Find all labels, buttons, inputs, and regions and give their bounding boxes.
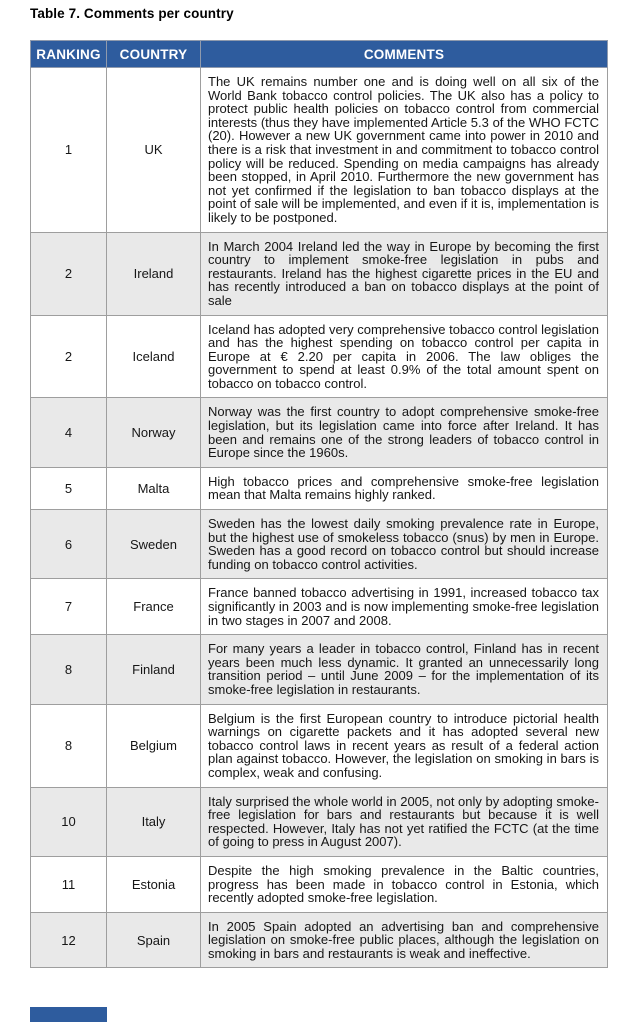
comment-cell: Iceland has adopted very comprehensive tobacco control legislation and has the highest spending on tobacco control per capita in Europe at € 2.20 per capita in 2006. The law obliges the government to spend at least 0.9% of the total amount spent on tobacco on tobacco control. bbox=[201, 315, 608, 398]
country-cell: Estonia bbox=[107, 856, 201, 912]
comment-cell: Despite the high smoking prevalence in the Baltic countries, progress has been made in tobacco control in Estonia, which recently adopted smoke-free legislation. bbox=[201, 856, 608, 912]
comments-per-country-table bbox=[30, 40, 608, 968]
ranking-cell: 6 bbox=[31, 510, 107, 579]
country-cell: Malta bbox=[107, 467, 201, 509]
ranking-cell: 11 bbox=[31, 856, 107, 912]
table-row bbox=[31, 232, 608, 315]
ranking-cell: 10 bbox=[31, 787, 107, 856]
table-row bbox=[31, 635, 608, 704]
column-header-country: COUNTRY bbox=[107, 41, 201, 68]
ranking-cell: 2 bbox=[31, 315, 107, 398]
country-cell: UK bbox=[107, 68, 201, 233]
table-row bbox=[31, 510, 608, 579]
table-row bbox=[31, 787, 608, 856]
table-body bbox=[31, 68, 608, 968]
country-cell: Sweden bbox=[107, 510, 201, 579]
ranking-cell: 5 bbox=[31, 467, 107, 509]
comment-cell: Belgium is the first European country to introduce pictorial health warnings on cigarette packets and it has adopted several new tobacco control laws in recent years as result of a federal action plan against tobacco. However, the legislation on smoking in bars is complex, weak and confusing. bbox=[201, 704, 608, 787]
ranking-cell: 8 bbox=[31, 704, 107, 787]
table-row bbox=[31, 68, 608, 233]
next-table-header-fragment bbox=[30, 1007, 107, 1022]
table-row bbox=[31, 856, 608, 912]
table-row bbox=[31, 315, 608, 398]
table-row bbox=[31, 704, 608, 787]
comment-cell: Norway was the first country to adopt comprehensive smoke-free legislation, but its legislation came into force after Ireland. It has been and remains one of the strong leaders of tobacco control in Europe since the 1960s. bbox=[201, 398, 608, 467]
comment-cell: High tobacco prices and comprehensive smoke-free legislation mean that Malta remains highly ranked. bbox=[201, 467, 608, 509]
comment-cell: For many years a leader in tobacco control, Finland has in recent years been much less dynamic. It granted an unnecessarily long transition period – until June 2009 – for the implementation of its smoke-free legislation in restaurants. bbox=[201, 635, 608, 704]
country-cell: Iceland bbox=[107, 315, 201, 398]
ranking-cell: 12 bbox=[31, 912, 107, 968]
comment-cell: In 2005 Spain adopted an advertising ban and comprehensive legislation on smoke-free public places, although the legislation on smoking in bars and restaurants is weak and ineffective. bbox=[201, 912, 608, 968]
column-header-comments: COMMENTS bbox=[201, 41, 608, 68]
country-cell: Norway bbox=[107, 398, 201, 467]
comment-cell: In March 2004 Ireland led the way in Europe by becoming the first country to implement smoke-free legislation in pubs and restaurants. Ireland has the highest cigarette prices in the EU and has recently introduced a ban on tobacco displays at the point of sale bbox=[201, 232, 608, 315]
comment-cell: Italy surprised the whole world in 2005, not only by adopting smoke-free legislation for bars and restaurants but because it is well respected. However, Italy has not yet ratified the FCTC (at the time of going to press in August 2007). bbox=[201, 787, 608, 856]
column-header-ranking: RANKING bbox=[31, 41, 107, 68]
table-row bbox=[31, 398, 608, 467]
ranking-cell: 1 bbox=[31, 68, 107, 233]
country-cell: Ireland bbox=[107, 232, 201, 315]
table-row bbox=[31, 467, 608, 509]
comment-cell: Sweden has the lowest daily smoking prevalence rate in Europe, but the highest use of smokeless tobacco (snus) by men in Europe. Sweden has a good record on tobacco control but should increase funding on tobacco control activities. bbox=[201, 510, 608, 579]
country-cell: Finland bbox=[107, 635, 201, 704]
table-row bbox=[31, 912, 608, 968]
ranking-cell: 7 bbox=[31, 579, 107, 635]
table-header bbox=[31, 41, 608, 68]
comment-cell: The UK remains number one and is doing well on all six of the World Bank tobacco control policies. The UK also has a policy to protect public health policies on tobacco control from commercial interests (thus they have implemented Article 5.3 of the WHO FCTC (20). However a new UK government came into power in 2010 and there is a risk that investment in and commitment to tobacco control policy will be reduced. Spending on media campaigns has already been stopped, in April 2010. Furthermore the new government has not yet confirmed if the legislation to ban tobacco displays at the point of sale will be implemented, and even if it is, implementation is likely to be postponed. bbox=[201, 68, 608, 233]
table-row bbox=[31, 579, 608, 635]
ranking-cell: 8 bbox=[31, 635, 107, 704]
header-row bbox=[31, 41, 608, 68]
country-cell: Belgium bbox=[107, 704, 201, 787]
ranking-cell: 4 bbox=[31, 398, 107, 467]
comment-cell: France banned tobacco advertising in 1991, increased tobacco tax significantly in 2003 and is now implementing smoke-free legislation in two stages in 2007 and 2008. bbox=[201, 579, 608, 635]
country-cell: Italy bbox=[107, 787, 201, 856]
table-title: Table 7. Comments per country bbox=[30, 6, 234, 21]
country-cell: Spain bbox=[107, 912, 201, 968]
ranking-cell: 2 bbox=[31, 232, 107, 315]
country-cell: France bbox=[107, 579, 201, 635]
